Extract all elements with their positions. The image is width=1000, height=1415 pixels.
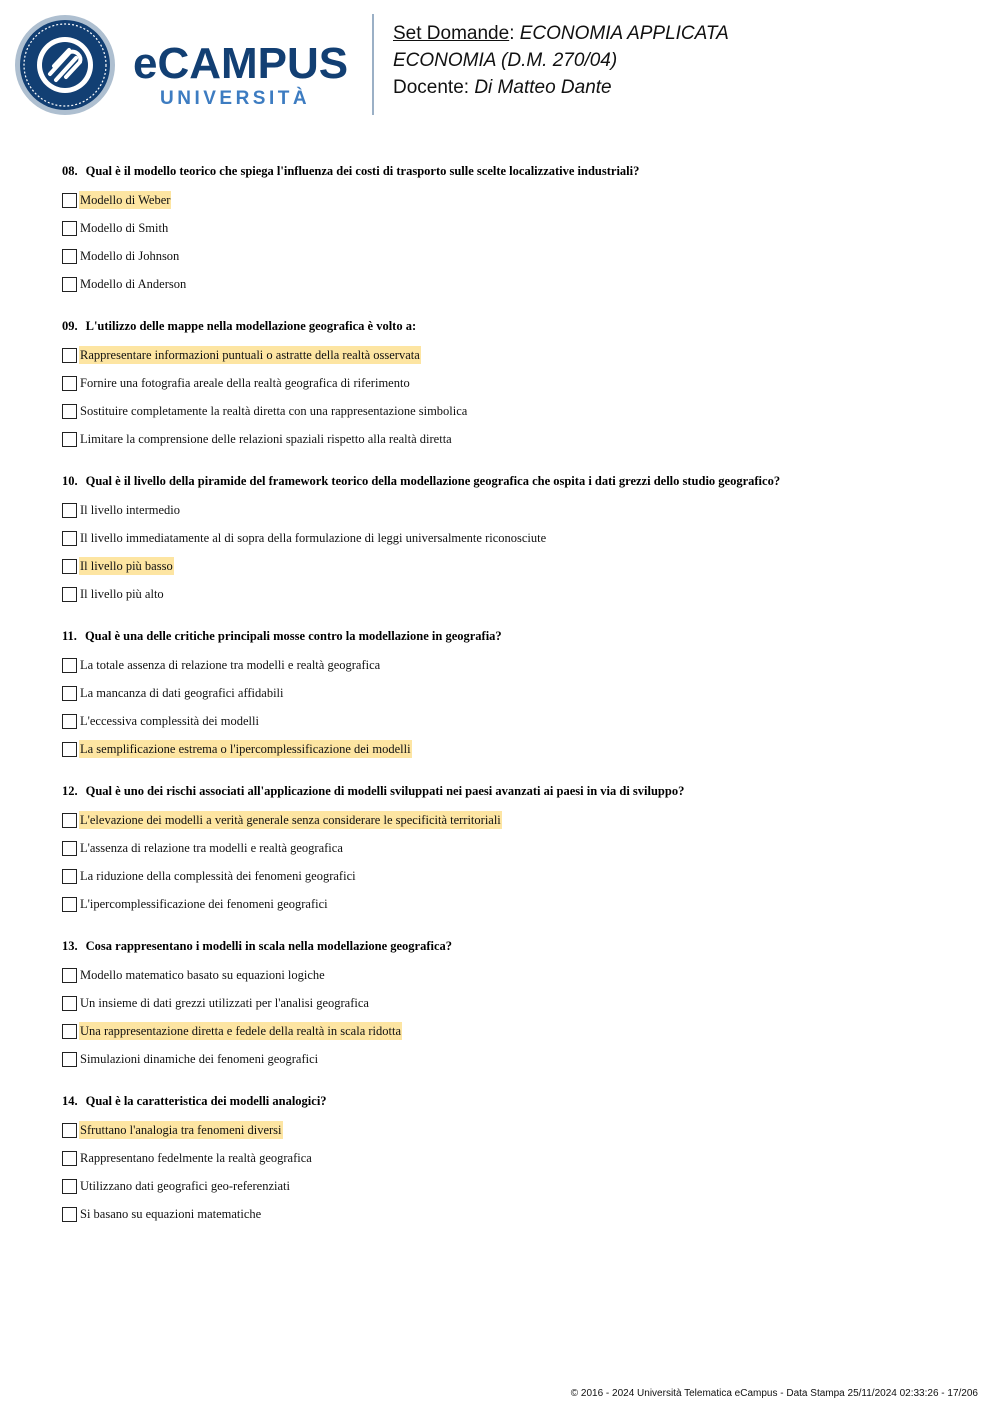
question-block <box>62 470 962 608</box>
page-header <box>0 0 1000 130</box>
answer-text-correct: Rappresentare informazioni puntuali o astratte della realtà osservata <box>80 348 420 362</box>
answer-checkbox[interactable] <box>62 686 77 701</box>
set-domande-label: Set Domande <box>393 23 510 44</box>
question-text <box>62 160 962 182</box>
answer-text: Utilizzano dati geografici geo-referenziati <box>80 1179 290 1193</box>
answer-text-correct: Una rappresentazione diretta e fedele della realtà in scala ridotta <box>80 1024 402 1038</box>
answer-text: L'assenza di relazione tra modelli e realtà geografica <box>80 841 343 855</box>
degree-title: ECONOMIA (D.M. 270/04) <box>393 50 618 71</box>
answer-text: Il livello più alto <box>80 587 164 601</box>
answer-text: Simulazioni dinamiche dei fenomeni geografici <box>80 1052 319 1066</box>
question-block <box>62 160 962 298</box>
answer-option[interactable] <box>62 735 962 763</box>
universita-wordmark: UNIVERSITÀ <box>160 88 311 109</box>
footer-copyright: © 2016 - 2024 Università Telematica eCampus - Data Stampa 25/11/2024 02:33:26 - 17/206 <box>570 1388 978 1399</box>
header-divider <box>372 14 374 115</box>
answer-checkbox[interactable] <box>62 503 77 518</box>
question-label: Qual è il modello teorico che spiega l'influenza dei costi di trasporto sulle scelte localizzative industriali? <box>85 164 640 178</box>
docente-name: Di Matteo Dante <box>474 77 612 98</box>
answer-checkbox[interactable] <box>62 1123 77 1138</box>
question-number: 12. <box>62 784 78 798</box>
answer-checkbox[interactable] <box>62 658 77 673</box>
question-label: Cosa rappresentano i modelli in scala nella modellazione geografica? <box>85 939 453 953</box>
questions-list <box>62 160 962 1245</box>
answer-checkbox[interactable] <box>62 714 77 729</box>
answer-text: Fornire una fotografia areale della realtà geografica di riferimento <box>80 376 410 390</box>
answer-option[interactable] <box>62 806 962 834</box>
answer-text: La totale assenza di relazione tra modelli e realtà geografica <box>80 658 381 672</box>
answer-checkbox[interactable] <box>62 277 77 292</box>
answer-option[interactable] <box>62 1116 962 1144</box>
docente-label: Docente: <box>393 77 470 98</box>
answer-option[interactable] <box>62 679 962 707</box>
answer-text: Modello matematico basato su equazioni logiche <box>80 968 325 982</box>
answer-checkbox[interactable] <box>62 996 77 1011</box>
answer-text: Limitare la comprensione delle relazioni spaziali rispetto alla realtà diretta <box>80 432 452 446</box>
answer-checkbox[interactable] <box>62 742 77 757</box>
answer-checkbox[interactable] <box>62 968 77 983</box>
answer-text: Rappresentano fedelmente la realtà geografica <box>80 1151 312 1165</box>
answer-text: Sostituire completamente la realtà diretta con una rappresentazione simbolica <box>80 404 468 418</box>
question-text <box>62 315 962 337</box>
question-block <box>62 625 962 763</box>
question-block <box>62 315 962 453</box>
answer-checkbox[interactable] <box>62 813 77 828</box>
answer-option[interactable] <box>62 1045 962 1073</box>
answer-text-correct: Modello di Weber <box>80 193 171 207</box>
answer-text: Il livello intermedio <box>80 503 180 517</box>
question-label: Qual è uno dei rischi associati all'applicazione di modelli sviluppati nei paesi avanzati ai paesi in via di sviluppo? <box>85 784 685 798</box>
answer-checkbox[interactable] <box>62 432 77 447</box>
answer-checkbox[interactable] <box>62 841 77 856</box>
answer-text: Il livello immediatamente al di sopra della formulazione di leggi universalmente riconosciute <box>80 531 547 545</box>
question-number: 14. <box>62 1094 78 1108</box>
answer-option[interactable] <box>62 1144 962 1172</box>
answer-option[interactable] <box>62 369 962 397</box>
answer-text: Si basano su equazioni matematiche <box>80 1207 262 1221</box>
answer-option[interactable] <box>62 961 962 989</box>
answer-option[interactable] <box>62 425 962 453</box>
answer-option[interactable] <box>62 834 962 862</box>
answer-checkbox[interactable] <box>62 559 77 574</box>
answer-option[interactable] <box>62 1172 962 1200</box>
set-domande-line: Set Domande: ECONOMIA APPLICATA <box>393 23 729 44</box>
answer-option[interactable] <box>62 186 962 214</box>
answer-checkbox[interactable] <box>62 587 77 602</box>
answer-checkbox[interactable] <box>62 897 77 912</box>
question-block <box>62 780 962 918</box>
answer-option[interactable] <box>62 214 962 242</box>
answer-option[interactable] <box>62 242 962 270</box>
question-number: 10. <box>62 474 78 488</box>
docente-line <box>393 76 612 100</box>
answer-checkbox[interactable] <box>62 348 77 363</box>
answer-option[interactable] <box>62 1017 962 1045</box>
answer-text: Modello di Smith <box>80 221 169 235</box>
answer-option[interactable] <box>62 989 962 1017</box>
question-label: L'utilizzo delle mappe nella modellazione geografica è volto a: <box>85 319 417 333</box>
question-label: Qual è una delle critiche principali mosse contro la modellazione in geografia? <box>84 629 502 643</box>
answer-checkbox[interactable] <box>62 531 77 546</box>
course-title: ECONOMIA APPLICATA <box>519 23 729 44</box>
answer-option[interactable] <box>62 651 962 679</box>
question-number: 09. <box>62 319 78 333</box>
answer-option[interactable] <box>62 397 962 425</box>
question-number: 13. <box>62 939 78 953</box>
answer-text: L'ipercomplessificazione dei fenomeni geografici <box>80 897 328 911</box>
answer-option[interactable] <box>62 707 962 735</box>
answer-checkbox[interactable] <box>62 221 77 236</box>
question-text <box>62 470 962 492</box>
answer-text: La mancanza di dati geografici affidabili <box>80 686 284 700</box>
answer-text-correct: Il livello più basso <box>80 559 173 573</box>
answer-option[interactable] <box>62 524 962 552</box>
question-block <box>62 1090 962 1228</box>
answer-checkbox[interactable] <box>62 1052 77 1067</box>
degree-line <box>393 49 617 73</box>
answer-text-correct: Sfruttano l'analogia tra fenomeni diversi <box>80 1123 282 1137</box>
answer-checkbox[interactable] <box>62 404 77 419</box>
answer-option[interactable] <box>62 890 962 918</box>
question-label: Qual è il livello della piramide del framework teorico della modellazione geografica che ospita i dati grezzi dello studio geografico? <box>85 474 781 488</box>
answer-checkbox[interactable] <box>62 193 77 208</box>
answer-checkbox[interactable] <box>62 376 77 391</box>
answer-checkbox[interactable] <box>62 1151 77 1166</box>
answer-option[interactable] <box>62 862 962 890</box>
question-block <box>62 935 962 1073</box>
answer-option[interactable] <box>62 341 962 369</box>
question-number: 08. <box>62 164 78 178</box>
ecampus-seal-logo-icon <box>14 14 116 116</box>
answer-checkbox[interactable] <box>62 1179 77 1194</box>
question-number: 11. <box>62 629 77 643</box>
answer-text-correct: L'elevazione dei modelli a verità generale senza considerare le specificità territoriali <box>80 813 501 827</box>
answer-option[interactable] <box>62 270 962 298</box>
answer-text-correct: La semplificazione estrema o l'ipercomplessificazione dei modelli <box>80 742 411 756</box>
question-text <box>62 780 962 802</box>
answer-text: Modello di Anderson <box>80 277 187 291</box>
ecampus-wordmark: eCAMPUS <box>133 39 349 88</box>
answer-checkbox[interactable] <box>62 869 77 884</box>
question-text <box>62 625 962 647</box>
answer-text: Un insieme di dati grezzi utilizzati per l'analisi geografica <box>80 996 369 1010</box>
answer-checkbox[interactable] <box>62 1024 77 1039</box>
question-text <box>62 1090 962 1112</box>
answer-text: L'eccessiva complessità dei modelli <box>80 714 259 728</box>
answer-option[interactable] <box>62 580 962 608</box>
answer-text: La riduzione della complessità dei fenomeni geografici <box>80 869 356 883</box>
question-label: Qual è la caratteristica dei modelli analogici? <box>85 1094 327 1108</box>
answer-option[interactable] <box>62 496 962 524</box>
question-text <box>62 935 962 957</box>
answer-option[interactable] <box>62 552 962 580</box>
answer-text: Modello di Johnson <box>80 249 180 263</box>
answer-checkbox[interactable] <box>62 1207 77 1222</box>
answer-option[interactable] <box>62 1200 962 1228</box>
answer-checkbox[interactable] <box>62 249 77 264</box>
